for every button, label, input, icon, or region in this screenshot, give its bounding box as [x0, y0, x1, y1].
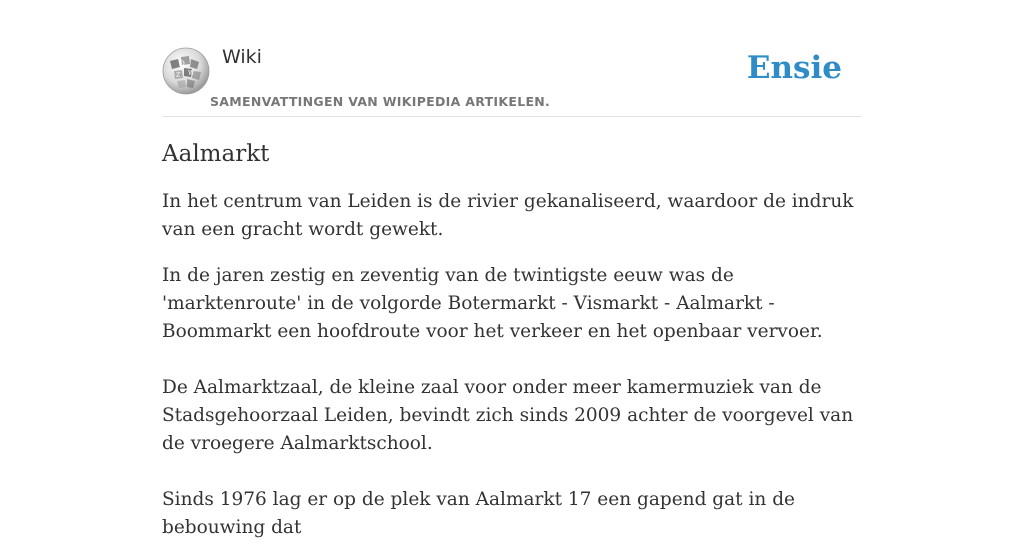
site-header: [162, 44, 862, 117]
article-intro: In het centrum van Leiden is de rivier gekanaliseerd, waardoor de indruk van een gracht wordt gewekt.: [162, 191, 854, 240]
site-tagline: SAMENVATTINGEN VAN WIKIPEDIA ARTIKELEN.: [210, 94, 551, 109]
article-content: [162, 138, 866, 560]
article-body: In de jaren zestig en zeventig van de twintigste eeuw was de 'marktenroute' in de volgorde Botermarkt - Vismarkt - Aalmarkt - Boommarkt een hoofdroute voor het verkeer en het openbaar vervoer. De Aalmarktzaal, de kleine zaal voor onder meer kamermuziek van de Stadsgehoorzaal Leiden, bevindt zich sinds 2009 achter de voorgevel van de vroegere Aalmarktschool. Sinds 1976 lag er op de plek van Aalmarkt 17 een gapend gat in de bebouwing dat: [162, 265, 854, 538]
wikipedia-globe-icon[interactable]: [162, 47, 210, 95]
svg-text:W: W: [188, 70, 195, 77]
article-title: Aalmarkt: [162, 141, 270, 167]
site-name-link[interactable]: Ensie: [746, 50, 842, 86]
site-brand-label[interactable]: Wiki: [222, 46, 262, 68]
svg-text:Z: Z: [176, 72, 181, 79]
svg-text:Ω: Ω: [179, 60, 185, 68]
